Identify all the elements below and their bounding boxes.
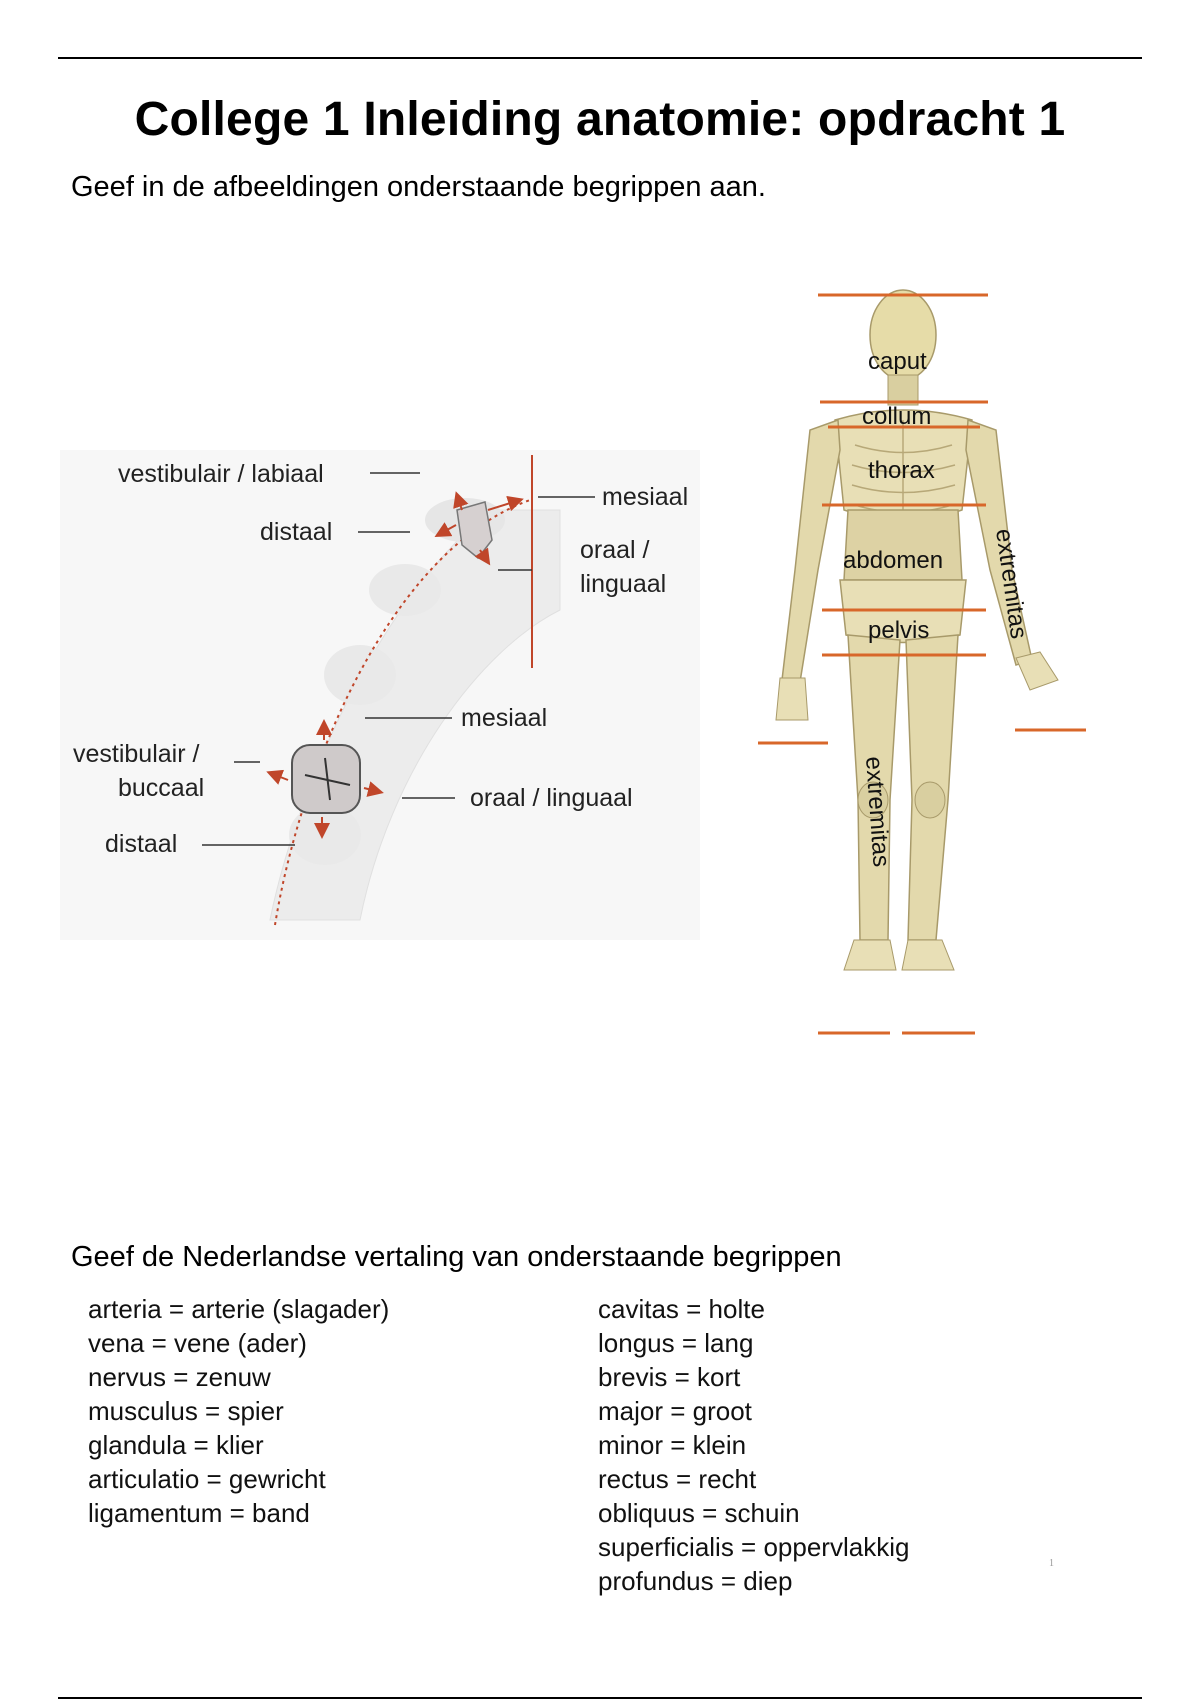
tooth-outline xyxy=(324,645,396,705)
tooth-outline xyxy=(369,564,441,616)
term-item: minor = klein xyxy=(598,1430,747,1460)
page-title: College 1 Inleiding anatomie: opdracht 1 xyxy=(134,93,1066,146)
term-item: vena = vene (ader) xyxy=(88,1328,307,1358)
body-regions-diagram xyxy=(740,280,1100,1040)
term-item: nervus = zenuw xyxy=(88,1362,271,1392)
label-distaal-top: distaal xyxy=(260,518,333,546)
region-extremitas-arm-label: extremitas xyxy=(990,527,1033,641)
label-vestibulair-buccaal-line2: buccaal xyxy=(118,774,205,802)
region-caput-label: caput xyxy=(868,348,927,375)
label-distaal-bottom: distaal xyxy=(105,830,178,858)
term-item: obliquus = schuin xyxy=(598,1498,800,1528)
top-rule xyxy=(58,57,1142,59)
bottom-rule xyxy=(58,1697,1142,1699)
region-collum-label: collum xyxy=(862,403,932,430)
instruction-images: Geef in de afbeeldingen onderstaande begrippen aan. xyxy=(71,171,766,203)
region-thorax-label: thorax xyxy=(868,457,935,484)
term-item: ligamentum = band xyxy=(88,1498,310,1528)
term-item: articulatio = gewricht xyxy=(88,1464,326,1494)
region-pelvis-label: pelvis xyxy=(868,617,930,644)
label-oraal-top-line1: oraal / xyxy=(580,536,650,564)
terms-right-column xyxy=(598,1292,909,1598)
page-number: 1 xyxy=(1049,1558,1054,1569)
term-item: major = groot xyxy=(598,1396,752,1426)
label-vestibulair-buccaal-line1: vestibulair / xyxy=(73,740,200,768)
term-item: superficialis = oppervlakkig xyxy=(598,1532,910,1562)
label-mesiaal-bottom: mesiaal xyxy=(461,704,548,732)
term-item: longus = lang xyxy=(598,1328,754,1358)
label-mesiaal-top: mesiaal xyxy=(602,483,689,511)
term-item: cavitas = holte xyxy=(598,1294,765,1324)
label-oraal-top-line2: linguaal xyxy=(580,570,667,598)
term-item: rectus = recht xyxy=(598,1464,757,1494)
terms-left-column xyxy=(88,1292,389,1530)
term-item: brevis = kort xyxy=(598,1362,741,1392)
term-item: glandula = klier xyxy=(88,1430,264,1460)
region-abdomen-label: abdomen xyxy=(843,547,944,574)
term-item: profundus = diep xyxy=(598,1566,793,1596)
instruction-translation: Geef de Nederlandse vertaling van onderstaande begrippen xyxy=(71,1241,842,1273)
label-oraal-bottom: oraal / linguaal xyxy=(470,784,633,812)
term-item: musculus = spier xyxy=(88,1396,284,1426)
term-item: arteria = arterie (slagader) xyxy=(88,1294,390,1324)
dental-arch-diagram xyxy=(60,440,720,960)
label-vestibulair-labiaal: vestibulair / labiaal xyxy=(118,460,324,488)
region-extremitas-leg-label: extremitas xyxy=(860,755,895,868)
